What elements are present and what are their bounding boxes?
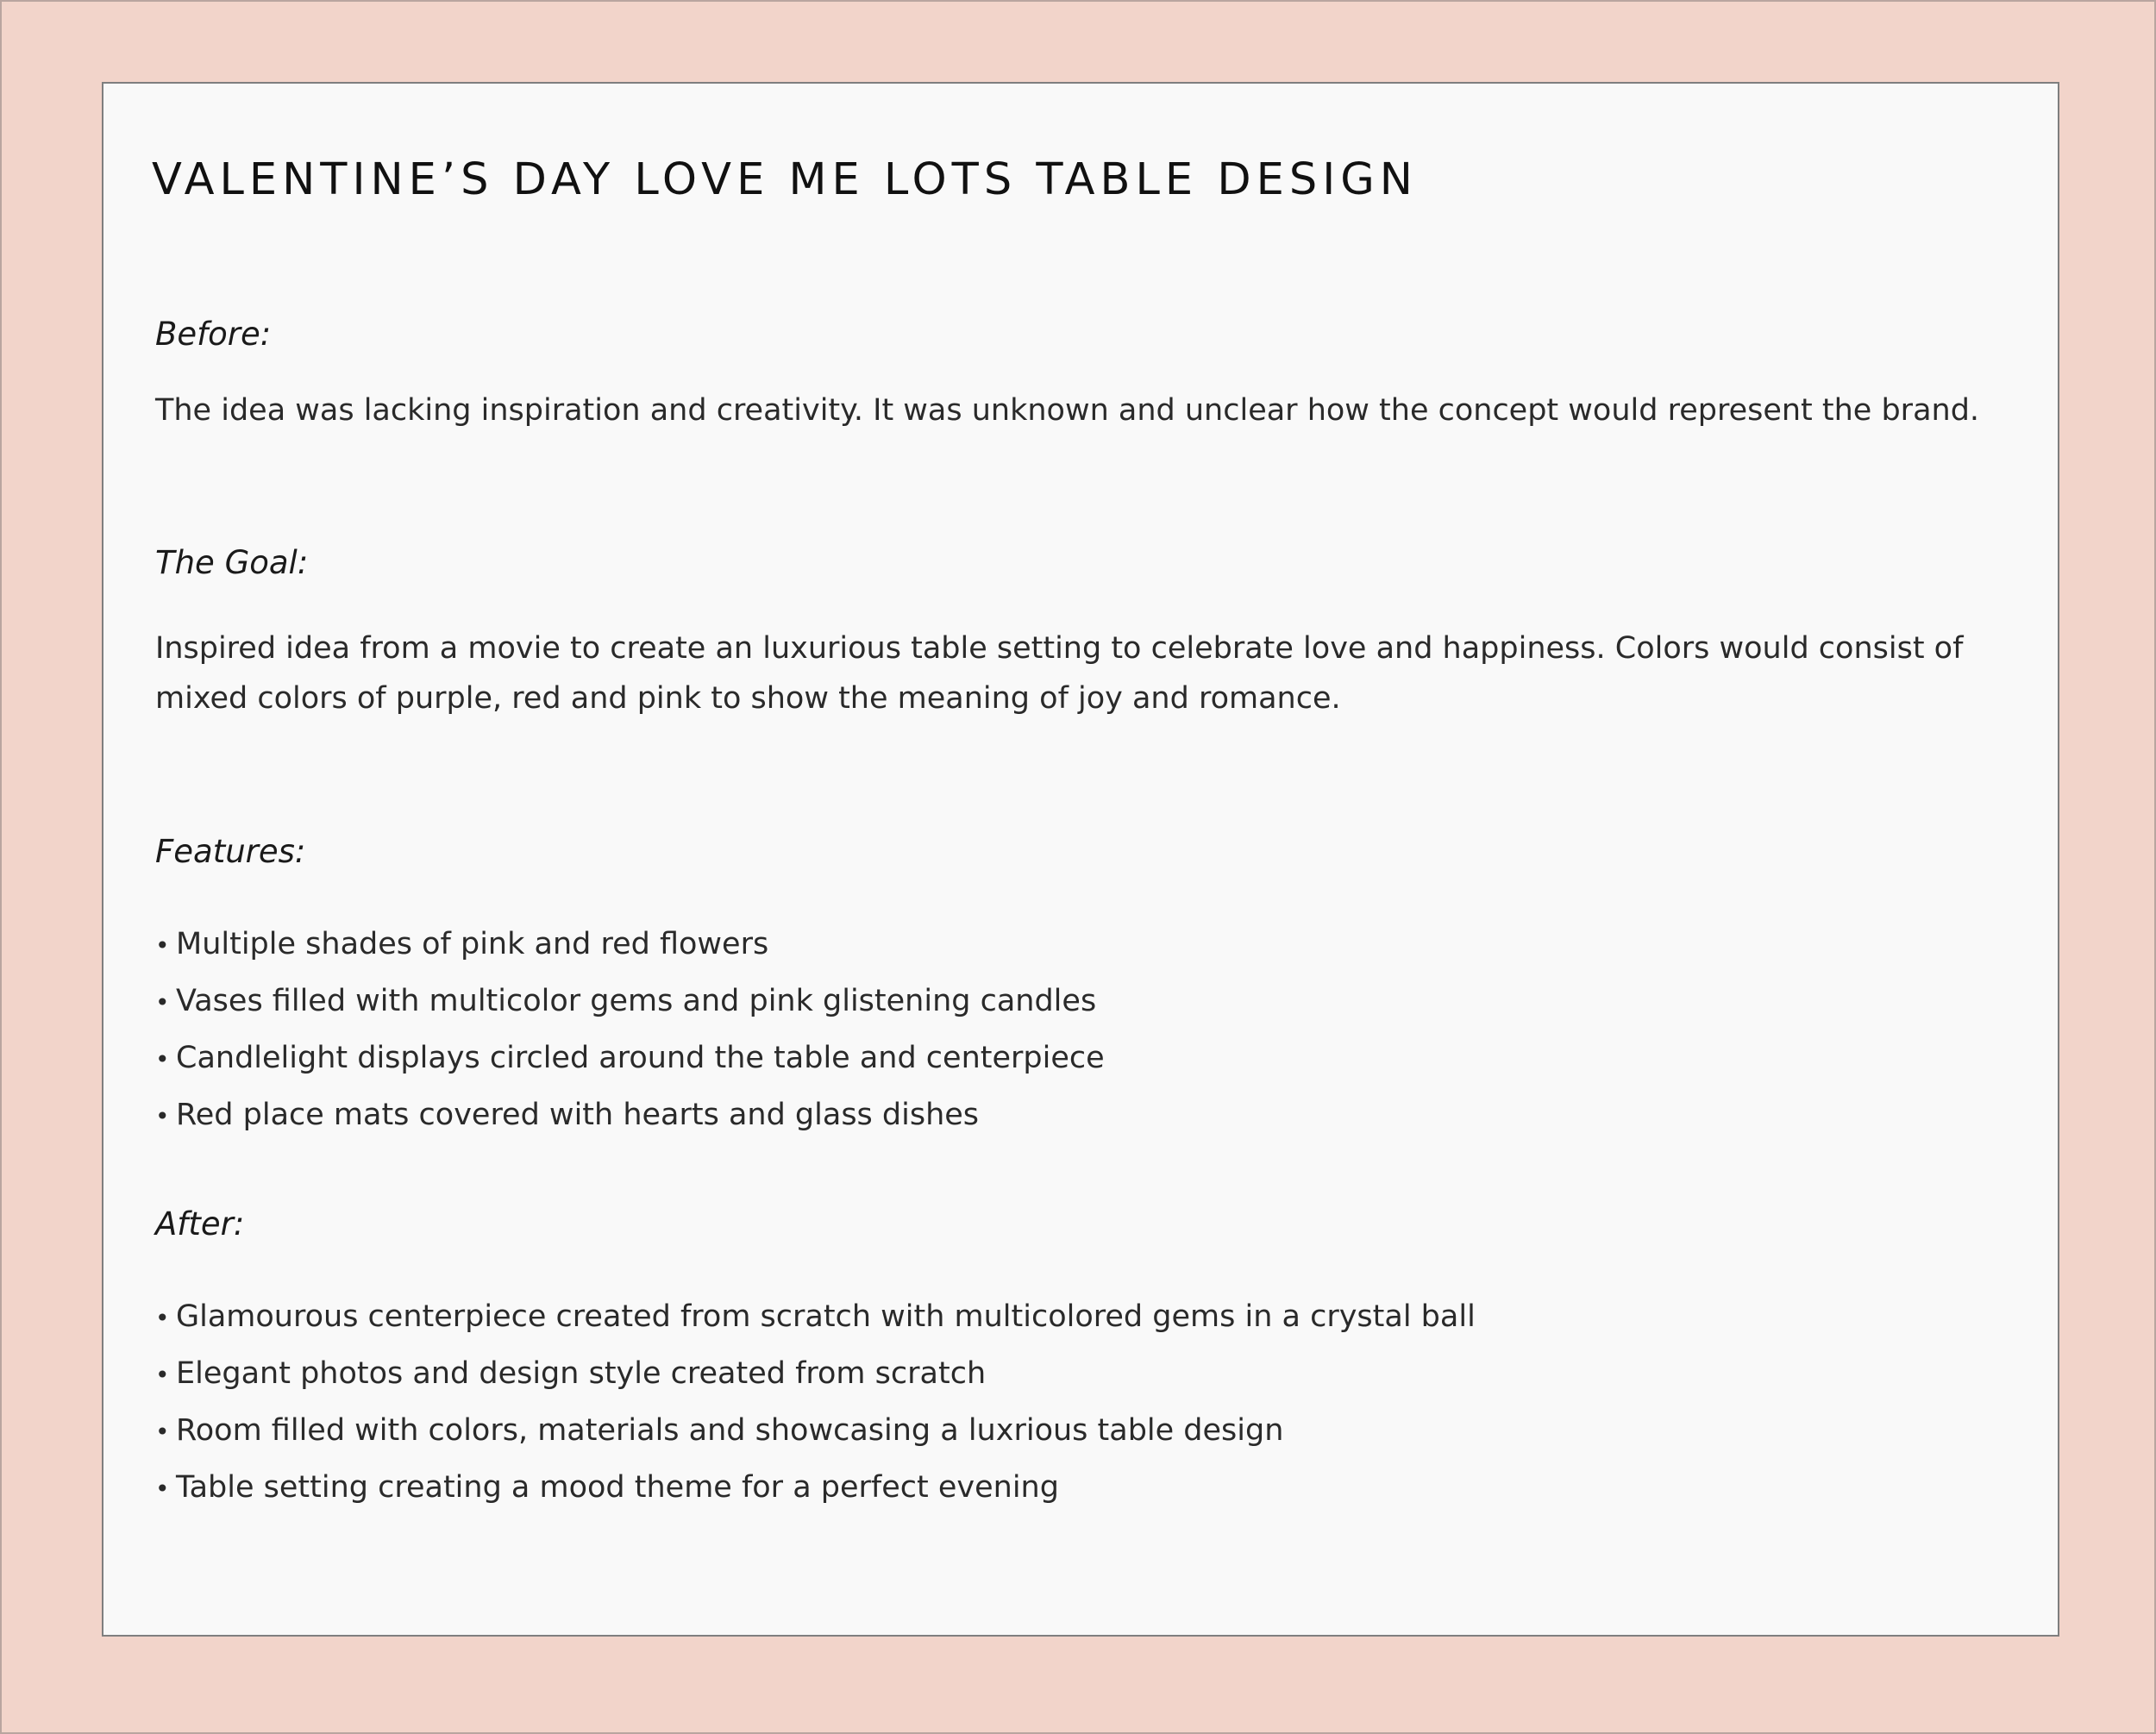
list-item	[155, 1346, 1476, 1403]
list-item	[155, 973, 1105, 1030]
goal-heading: The Goal:	[155, 544, 309, 581]
features-list	[155, 917, 1105, 1144]
bullet-icon: •	[155, 1474, 170, 1503]
bullet-icon: •	[155, 988, 170, 1017]
goal-text: Inspired idea from a movie to create an luxurious table setting to celebrate love and happiness. Colors would consist of mixed colors of purple, red and pink to show the meaning of joy and romance.	[155, 631, 1964, 716]
before-heading: Before:	[155, 316, 272, 353]
list-item	[155, 917, 1105, 973]
list-item-text: Red place mats covered with hearts and glass dishes	[176, 1098, 980, 1132]
content-card	[102, 82, 2059, 1637]
list-item-text: Candlelight displays circled around the table and centerpiece	[176, 1041, 1105, 1075]
list-item-text: Glamourous centerpiece created from scratch with multicolored gems in a crystal ball	[176, 1299, 1476, 1334]
list-item	[155, 1087, 1105, 1144]
list-item-text: Multiple shades of pink and red flowers	[176, 927, 769, 961]
list-item-text: Vases filled with multicolor gems and pink glistening candles	[176, 984, 1097, 1018]
bullet-icon: •	[155, 931, 170, 960]
bullet-icon: •	[155, 1102, 170, 1130]
list-item-text: Table setting creating a mood theme for a perfect evening	[176, 1470, 1059, 1505]
page-title: VALENTINE’S DAY LOVE ME LOTS TABLE DESIGN	[152, 154, 1418, 205]
bullet-icon: •	[155, 1045, 170, 1074]
after-list	[155, 1289, 1476, 1517]
list-item	[155, 1403, 1476, 1460]
before-text: The idea was lacking inspiration and creativity. It was unknown and unclear how the concept would represent the brand.	[155, 393, 1980, 428]
list-item-text: Elegant photos and design style created from scratch	[176, 1356, 987, 1391]
list-item	[155, 1030, 1105, 1087]
list-item	[155, 1289, 1476, 1346]
after-heading: After:	[155, 1205, 245, 1243]
list-item-text: Room filled with colors, materials and showcasing a luxrious table design	[176, 1413, 1284, 1448]
bullet-icon: •	[155, 1304, 170, 1332]
list-item	[155, 1460, 1476, 1517]
bullet-icon: •	[155, 1418, 170, 1446]
bullet-icon: •	[155, 1361, 170, 1389]
features-heading: Features:	[155, 833, 306, 870]
